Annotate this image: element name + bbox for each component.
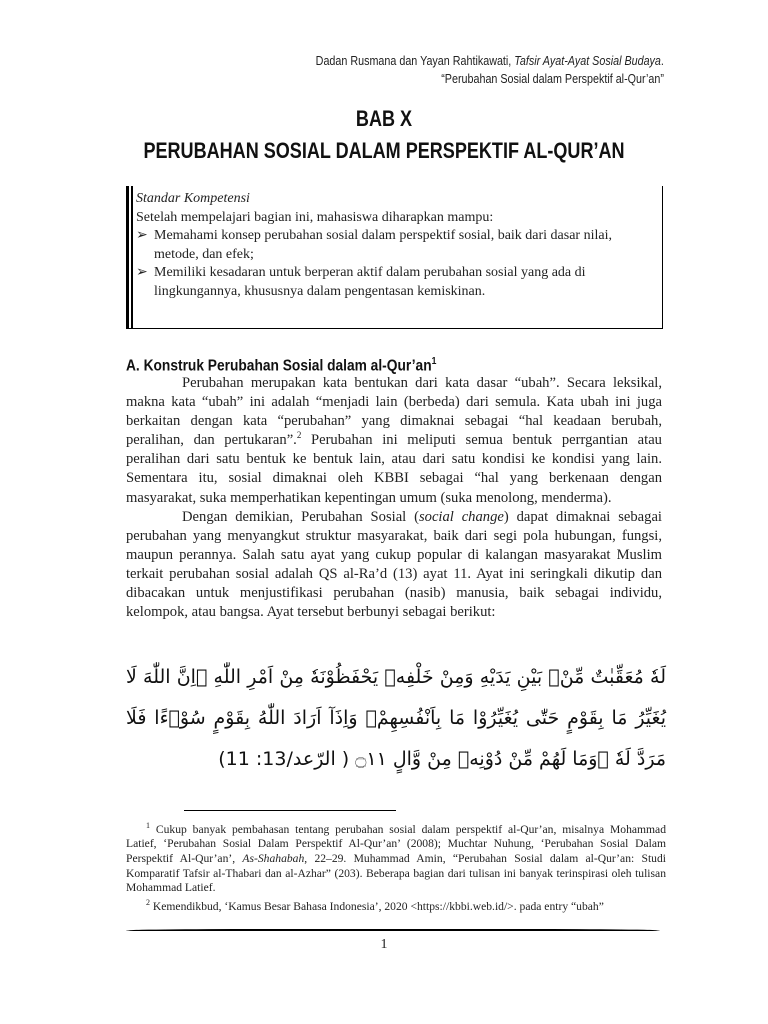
chapter-heading: PERUBAHAN SOSIAL DALAM PERSPEKTIF AL-QUR’AN [143, 138, 625, 163]
competency-list [136, 227, 650, 301]
footnote-1-mark: 1 [146, 821, 150, 830]
header-period: . [661, 54, 664, 68]
chapter-number: BAB X [355, 106, 413, 131]
footnote-separator [184, 810, 396, 811]
competency-box-bar [126, 186, 133, 328]
arabic-verse: لَهٗ مُعَقِّبٰتٌ مِّنْۢ بَيْنِ يَدَيْهِ وَمِنْ خَلْفِهٖ يَحْفَظُوْنَهٗ مِنْ اَمْرِ اللّٰهِ ۗاِنَّ اللّٰهَ لَا يُغَيِّرُ مَا بِقَوْمٍ حَتّٰى يُغَيِّرُوْا مَا بِاَنْفُسِهِمْۗ وَاِذَآ اَرَادَ اللّٰهُ بِقَوْمٍ سُوْۤءًا فَلَا مَرَدَّ لَهٗ ۚوَمَا لَهُمْ مِّنْ دُوْنِهٖ مِنْ وَّالٍ ۝١١ ( الرّعد/13: 11) [126, 666, 666, 770]
paragraph-2-part-a: Dengan demikian, Perubahan Sosial ( [182, 508, 419, 525]
footer-separator [126, 929, 660, 932]
footnote-1 [126, 819, 666, 896]
footnote-1-text-a: Cukup banyak pembahasan tentang perubahan sosial dalam perspektif al-Qur’an, misalnya Mohammad Latief, ‘Perubahan Sosial Dalam Perspektif Al-Qur’an’ (2008); Muchtar Nuhung, ‘Perubahan Sosial Dalam Perspektif Al-Qur’an’, [126, 822, 666, 866]
paragraph-1-part-a: Perubahan merupakan kata bentukan dari kata dasar “ubah”. Secara leksikal, makna kata “ubah” ini adalah “menjadi lain (berbeda) dari semula. Kata ubah ini juga berkaitan dengan kata “perubahan” yang dimaknai sebagai “hal keadaan berubah, peralihan, dan pertukaran”. [126, 375, 662, 449]
competency-intro: Setelah mempelajari bagian ini, mahasiswa diharapkan mampu: [136, 209, 494, 225]
paragraph-2-italic-term: social change [418, 508, 504, 525]
paragraph-2-part-b: ) dapat dimaknai sebagai perubahan yang menyangkut struktur masyarakat, baik dari segi pola hubungan, fungsi, maupun perannya. Salah satu ayat yang cukup popular di kalangan masyarakat Muslim terkait perubahan sosial adalah QS al-Ra’d (13) ayat 11. Ayat ini seringkali dikutip dan dibacakan untuk menjustifikasi perubahan (nasib) manusia, baik sebagai individu, kelompok, atau bangsa. Ayat tersebut berbunyi sebagai berikut: [126, 508, 662, 621]
chapter-title [0, 103, 768, 167]
competency-heading: Standar Kompetensi [136, 191, 250, 206]
footnote-2 [126, 896, 666, 914]
footnote-1-journal: As-Shahabah [242, 852, 305, 866]
section-footnote-ref: 1 [431, 356, 437, 367]
competency-box [126, 186, 663, 329]
footnote-1-text-b: , 22–29. Muhammad Amin, “Perubahan Sosial dalam al-Qur’an: Studi Komparatif Tafsir al-Thabari dan al-Azhar” (203). Beberapa bagian dari tulisan ini banyak terinspirasi oleh tulisan Mohammad Latief. [126, 852, 666, 895]
paragraph-2 [126, 508, 662, 623]
footnotes [126, 819, 666, 914]
body-text [126, 374, 662, 622]
arrow-bullet-icon: ➢ [136, 265, 148, 280]
section-heading-text: A. Konstruk Perubahan Sosial dalam al-Qur’an [126, 357, 432, 375]
footnote-2-mark: 2 [146, 897, 150, 907]
competency-item [136, 227, 650, 264]
competency-item [136, 264, 650, 301]
paragraph-1-part-b: Perubahan ini meliputi semua bentuk perrgantian atau peralihan dari satu bentuk ke bentuk lain, atau dari satu kondisi ke kondisi yang lain. Sementara itu, sosial dimaknai oleh KBBI sebagai “hal yang berkenaan dengan masyarakat, suka memperhatikan kepentingan umum (suka menolong, menderma). [126, 432, 662, 506]
arrow-bullet-icon: ➢ [136, 228, 148, 243]
competency-item-text: Memiliki kesadaran untuk berperan aktif dalam perubahan sosial yang ada di lingkungannya, khususnya dalam pengentasan kemiskinan. [154, 265, 586, 299]
section-heading [126, 352, 436, 376]
running-header [316, 52, 664, 88]
competency-item-text: Memahami konsep perubahan sosial dalam perspektif sosial, baik dari dasar nilai, metode, dan efek; [154, 228, 612, 262]
paragraph-1-footnote-ref: 2 [296, 430, 302, 441]
header-book-title: Tafsir Ayat-Ayat Sosial Budaya [514, 54, 662, 68]
page-number: 1 [380, 937, 388, 952]
competency-box-content [136, 190, 650, 301]
header-chapter-ref: “Perubahan Sosial dalam Perspektif al-Qur’an” [441, 72, 664, 86]
header-line-1 [316, 52, 664, 70]
paragraph-1 [126, 374, 662, 508]
footnote-2-text: Kemendikbud, ‘Kamus Besar Bahasa Indonesia’, 2020 <https://kbbi.web.id/>. pada entry “ubah” [150, 899, 604, 913]
header-authors: Dadan Rusmana dan Yayan Rahtikawati, [315, 54, 512, 68]
